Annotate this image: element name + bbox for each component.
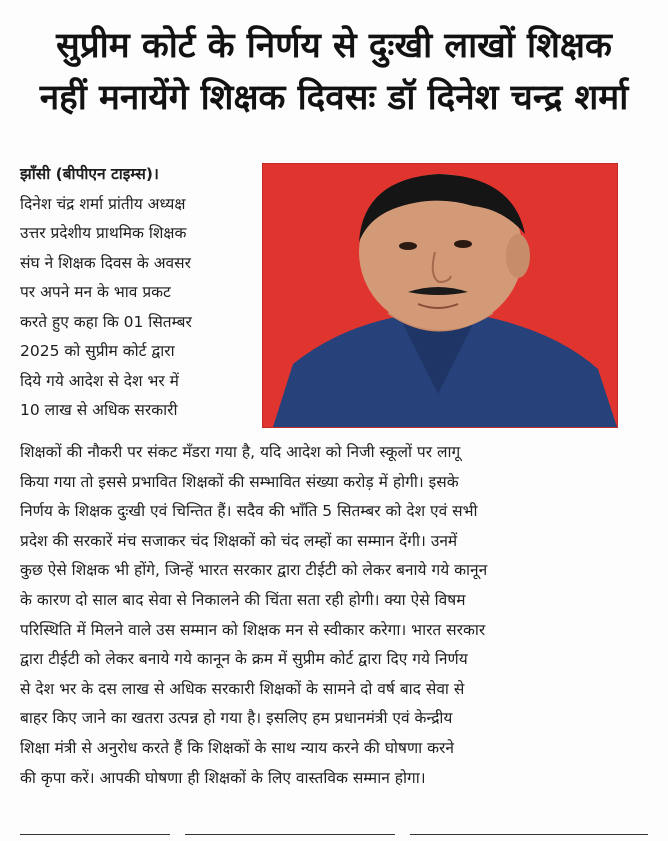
- intro-line: पर अपने मन के भाव प्रकट: [20, 283, 171, 301]
- body-line: बाहर किए जाने का खतरा उत्पन्न हो गया है। इसलिए हम प्रधानमंत्री एवं केन्द्रीय: [20, 709, 453, 728]
- body-line: परिस्थिति में मिलने वाले उस सम्मान को शिक्षक मन से स्वीकार करेगा। भारत सरकार: [20, 620, 486, 639]
- dateline: झाँसी (बीपीएन टाइम्स)।: [20, 165, 159, 183]
- portrait-illustration: [263, 164, 617, 427]
- headline-line-1: सुप्रीम कोर्ट के निर्णय से दुःखी लाखों शिक्षक: [56, 26, 612, 66]
- body-line: निर्णय के शिक्षक दुःखी एवं चिन्तित हैं। सदैव की भाँति 5 सितम्बर को देश एवं सभी: [20, 502, 478, 521]
- article-body: [20, 438, 648, 793]
- body-line: से देश भर के दस लाख से अधिक सरकारी शिक्षकों के सामने दो वर्ष बाद सेवा से: [20, 679, 465, 698]
- body-line: की कृपा करें। आपकी घोषणा ही शिक्षकों के लिए वास्तविक सम्मान होगा।: [20, 768, 426, 787]
- body-line: के कारण दो साल बाद सेवा से निकालने की चिंता सता रही होगी। क्या ऐसे विषम: [20, 590, 466, 609]
- intro-line: दिनेश चंद्र शर्मा प्रांतीय अध्यक्ष: [20, 194, 186, 213]
- headline-line-2: नहीं मनायेंगे शिक्षक दिवसः डॉ दिनेश चन्द्र शर्मा: [39, 78, 629, 118]
- intro-line: 2025 को सुप्रीम कोर्ट द्वारा: [20, 342, 175, 360]
- intro-line: करते हुए कहा कि 01 सितम्बर: [20, 312, 192, 331]
- intro-line: उत्तर प्रदेशीय प्राथमिक शिक्षक: [20, 224, 187, 242]
- intro-line: 10 लाख से अधिक सरकारी: [20, 401, 178, 419]
- body-line: शिक्षा मंत्री से अनुरोध करते हैं कि शिक्षकों के साथ न्याय करने की घोषणा करने: [20, 738, 454, 757]
- portrait-photo: [262, 163, 618, 428]
- separator-rule: [185, 834, 395, 835]
- body-line: शिक्षकों की नौकरी पर संकट मँडरा गया है, यदि आदेश को निजी स्कूलों पर लागू: [20, 443, 461, 461]
- body-line: प्रदेश की सरकारें मंच सजाकर चंद शिक्षकों को चंद लम्हों का सम्मान देंगी। उनमें: [20, 531, 458, 550]
- bottom-separator-rules: [20, 828, 648, 841]
- body-line: किया गया तो इससे प्रभावित शिक्षकों की सम्भावित संख्या करोड़ में होगी। इसके: [20, 472, 459, 491]
- separator-rule: [410, 834, 648, 835]
- article-intro-column: [20, 160, 258, 426]
- separator-rule: [20, 834, 170, 835]
- body-line: द्वारा टीईटी को लेकर बनाये गये कानून के क्रम में सुप्रीम कोर्ट द्वारा दिए गये निर्णय: [20, 650, 468, 669]
- headline: [0, 20, 668, 124]
- intro-line: दिये गये आदेश से देश भर में: [20, 371, 179, 390]
- intro-line: संघ ने शिक्षक दिवस के अवसर: [20, 253, 191, 272]
- body-line: कुछ ऐसे शिक्षक भी होंगे, जिन्हें भारत सरकार द्वारा टीईटी को लेकर बनाये गये कानून: [20, 561, 488, 580]
